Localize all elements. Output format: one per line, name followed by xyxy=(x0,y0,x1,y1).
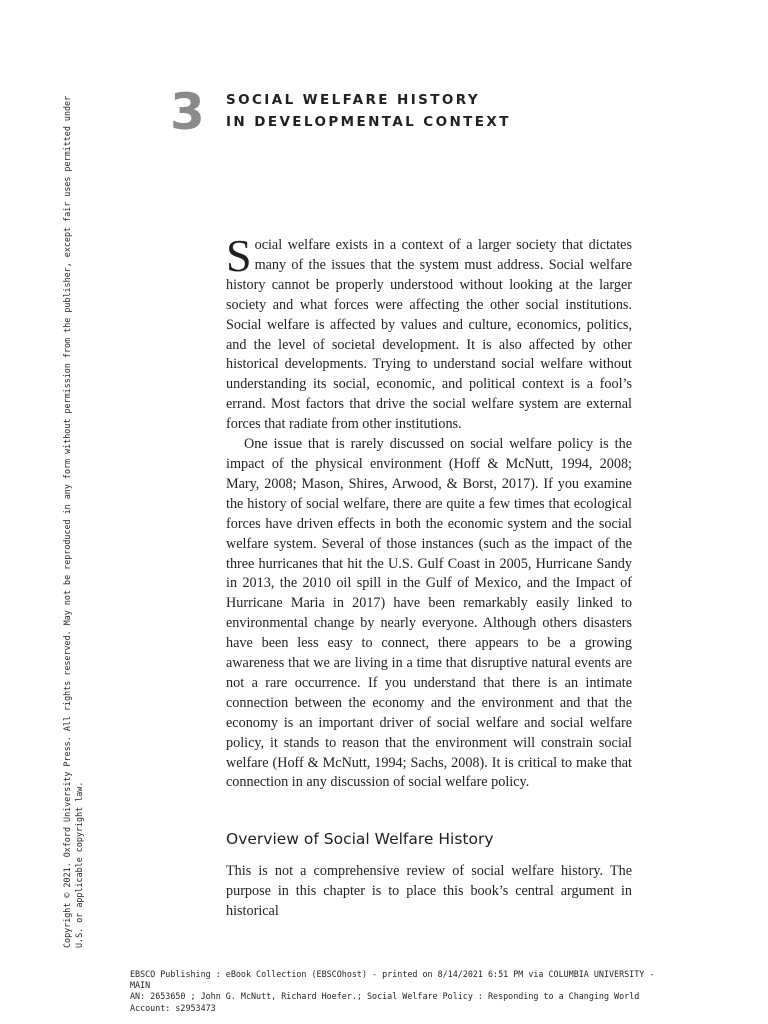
copyright-line-2: U.S. or applicable copyright law. xyxy=(74,781,84,948)
drop-cap: S xyxy=(226,230,252,281)
body-paragraph-2: One issue that is rarely discussed on social welfare policy is the impact of the physical environment (Hoff & McNutt, 1994, 2008; Mary, 2008; Mason, Shires, Arwood, & Borst, 2017). If you examine the history of social welfare, there are quite a few times that ecological forces have driven effects in both the economic system and the social welfare system. Several of those instances (such as the impact of the three hurricanes that hit the U.S. Gulf Coast in 2005, Hurricane Sandy in 2013, the 2010 oil spill in the Gulf of Mexico, and the Impact of Hurricane Maria in 2017) have been remarkably easily linked to environmental change by nearly everyone. Although others disasters have been less easy to connect, there appears to be a growing awareness that we are living in a time that disruptive natural events are not a rare occurrence. If you understand that there is an intimate connection between the economy and the environment and that the economy is an important driver of social welfare and social welfare policy, it stands to reason that the environment will constrain social welfare (Hoff & McNutt, 1994; Sachs, 2008). It is critical to make that connection in any discussion of social welfare policy. xyxy=(226,436,632,791)
section-heading: Overview of Social Welfare History xyxy=(226,830,494,848)
chapter-number: 3 xyxy=(170,83,205,141)
chapter-title xyxy=(226,89,646,133)
body-paragraph-1-text: ocial welfare exists in a context of a larger society that dictates many of the issues that the system must address. Social welfare history cannot be properly understood without looking at the larger society and what forces were affecting the other social institutions. Social welfare is affected by values and culture, economics, politics, and the level of societal development. It is also affected by other historical developments. Trying to understand social welfare without understanding its social, economic, and political context is a fool’s errand. Most factors that drive the social welfare system are external forces that radiate from other institutions. xyxy=(226,237,632,433)
footer-line-2: MAIN xyxy=(130,980,151,991)
section-paragraph-1: This is not a comprehensive review of social welfare history. The purpose in this chapter is to place this book’s central argument in historical xyxy=(226,863,632,919)
chapter-body xyxy=(226,230,632,793)
footer-line-4: Account: s2953473 xyxy=(130,1002,216,1013)
section-body xyxy=(226,862,632,922)
chapter-title-line-1: SOCIAL WELFARE HISTORY xyxy=(226,92,480,108)
copyright-side-note xyxy=(61,88,85,948)
chapter-title-line-2: IN DEVELOPMENTAL CONTEXT xyxy=(226,114,511,130)
body-paragraph-1 xyxy=(226,230,632,435)
footer-line-3: AN: 2653650 ; John G. McNutt, Richard Hoefer.; Social Welfare Policy : Responding to a Changing World xyxy=(130,991,640,1002)
ebsco-footer xyxy=(130,969,655,1014)
footer-line-1: EBSCO Publishing : eBook Collection (EBSCOhost) - printed on 8/14/2021 6:51 PM via COLUMBIA UNIVERSITY - xyxy=(130,969,655,979)
copyright-line-1: Copyright © 2021. Oxford University Press. All rights reserved. May not be reproduced in any form without permission from the publisher, except fair uses permitted under xyxy=(62,95,72,948)
